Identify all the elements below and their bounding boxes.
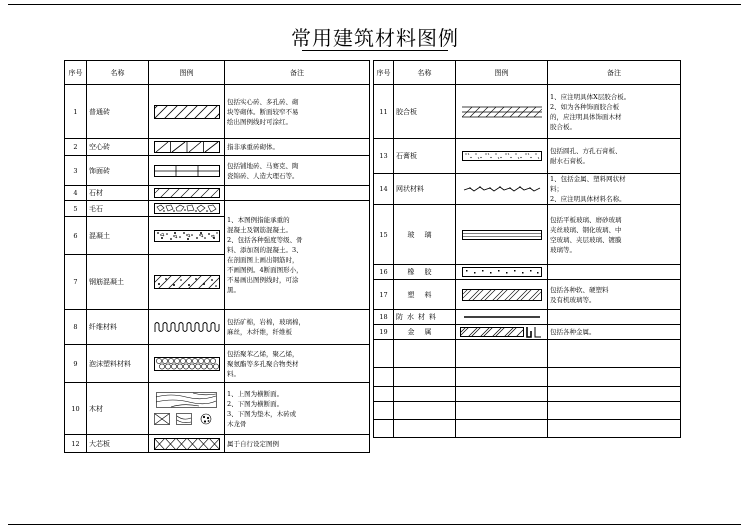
note-line: 1、上图为横断面。 bbox=[227, 389, 284, 398]
row-name: 橡胶 bbox=[394, 265, 456, 280]
wood-icon bbox=[149, 383, 225, 435]
plywood-icon bbox=[456, 85, 548, 139]
left-legend-table bbox=[64, 60, 370, 453]
row-num: 13 bbox=[374, 139, 394, 174]
frame-bottom-line bbox=[8, 524, 741, 525]
row-name: 塑料 bbox=[394, 280, 456, 310]
plastic-icon bbox=[456, 280, 548, 310]
table-row bbox=[65, 156, 370, 186]
header-icon: 图例 bbox=[456, 61, 548, 85]
note-line: 3、下图为垫木，木砖或 bbox=[227, 409, 297, 418]
row-note bbox=[548, 139, 681, 174]
table-row bbox=[65, 310, 370, 345]
row-name: 石材 bbox=[87, 186, 149, 201]
fiber-icon bbox=[149, 310, 225, 345]
row-note bbox=[225, 435, 370, 453]
row-note bbox=[225, 310, 370, 345]
table-row bbox=[374, 265, 681, 280]
row-num: 10 bbox=[65, 383, 87, 435]
row-note bbox=[548, 325, 681, 340]
frame-top-line bbox=[8, 4, 741, 5]
note-line: 胶合板。 bbox=[550, 122, 576, 131]
row-note bbox=[225, 85, 370, 139]
table-header-row bbox=[65, 61, 370, 85]
header-name: 名称 bbox=[394, 61, 456, 85]
note-line: 的，应注明具体饰面木材 bbox=[550, 112, 622, 121]
header-icon: 图例 bbox=[149, 61, 225, 85]
note-line: 麻丝，木纤维，纤维板 bbox=[227, 328, 292, 336]
row-num: 8 bbox=[65, 310, 87, 345]
table-row bbox=[374, 205, 681, 265]
table-row bbox=[65, 85, 370, 139]
empty-row bbox=[374, 402, 681, 420]
row-name: 毛石 bbox=[87, 201, 149, 217]
note-line: 料； bbox=[550, 185, 563, 193]
row-num: 9 bbox=[65, 345, 87, 383]
hollow-brick-icon bbox=[149, 139, 225, 156]
concrete-icon bbox=[149, 217, 225, 255]
note-line: 包括平板玻璃、磨砂玻璃 bbox=[550, 215, 622, 224]
table-row bbox=[374, 85, 681, 139]
note-line: 不画图例。4断面图形小， bbox=[227, 266, 303, 274]
row-name: 泡沫塑料材料 bbox=[87, 345, 149, 383]
table-row bbox=[374, 325, 681, 340]
note-line: 夹丝玻璃、钢化玻璃、中 bbox=[550, 225, 622, 234]
note-line: 耐水石膏板。 bbox=[550, 157, 589, 165]
row-note bbox=[225, 156, 370, 186]
row-name: 网状材料 bbox=[394, 174, 456, 205]
table-row bbox=[374, 174, 681, 205]
row-note bbox=[548, 174, 681, 205]
note-line: 瓷锦砖、人造大理石等。 bbox=[227, 171, 299, 180]
row-note bbox=[225, 383, 370, 435]
row-num: 14 bbox=[374, 174, 394, 205]
row-num: 12 bbox=[65, 435, 87, 453]
note-line: 1、本图例指能承重的 bbox=[227, 216, 290, 224]
gypsum-icon bbox=[456, 139, 548, 174]
note-line: 2、包括各种强度等级、骨 bbox=[227, 236, 303, 244]
row-name: 木材 bbox=[87, 383, 149, 435]
row-name: 防水材料 bbox=[394, 310, 456, 325]
row-num: 2 bbox=[65, 139, 87, 156]
note-line: 1、包括金属、塑料网状材 bbox=[550, 175, 626, 183]
row-num: 5 bbox=[65, 201, 87, 217]
row-num: 19 bbox=[374, 325, 394, 340]
note-line: 聚氨酯等多孔聚合物类材 bbox=[227, 359, 299, 368]
row-note bbox=[548, 280, 681, 310]
table-row bbox=[65, 139, 370, 156]
reinforced-concrete-icon bbox=[149, 255, 225, 310]
note-line: 料、添加剂的混凝土。3、 bbox=[227, 246, 303, 254]
row-note bbox=[225, 139, 370, 156]
note-line: 2、下图为横断面。 bbox=[227, 399, 284, 408]
mesh-icon bbox=[456, 174, 548, 205]
row-name: 混凝土 bbox=[87, 217, 149, 255]
glass-icon bbox=[456, 205, 548, 265]
table-row bbox=[374, 139, 681, 174]
row-num: 11 bbox=[374, 85, 394, 139]
table-header-row bbox=[374, 61, 681, 85]
row-note-empty bbox=[548, 310, 681, 325]
note-line: 块等砌体。断面较窄不易 bbox=[227, 107, 299, 116]
blockboard-icon bbox=[149, 435, 225, 453]
row-name: 玻璃 bbox=[394, 205, 456, 265]
title-underline bbox=[302, 50, 448, 51]
table-row bbox=[65, 201, 370, 217]
row-name: 空心砖 bbox=[87, 139, 149, 156]
table-row bbox=[65, 186, 370, 201]
row-num: 16 bbox=[374, 265, 394, 280]
row-name: 石膏板 bbox=[394, 139, 456, 174]
row-note bbox=[548, 205, 681, 265]
row-note bbox=[548, 85, 681, 139]
row-note bbox=[225, 345, 370, 383]
note-line: 绘出图例线时可涂红。 bbox=[227, 117, 292, 126]
page-title: 常用建筑材料图例 bbox=[291, 26, 459, 50]
waterproof-icon bbox=[456, 310, 548, 325]
header-num: 序号 bbox=[374, 61, 394, 85]
note-line: 2、应注明具体材料名称。 bbox=[550, 195, 626, 203]
note-line: 包括聚苯乙烯，聚乙烯， bbox=[227, 349, 299, 358]
note-line: 包括实心砖、多孔砖、砌 bbox=[227, 97, 299, 106]
note-line: 黑。 bbox=[227, 286, 240, 294]
header-note: 备注 bbox=[548, 61, 681, 85]
row-name: 大芯板 bbox=[87, 435, 149, 453]
table-row bbox=[374, 310, 681, 325]
header-num: 序号 bbox=[65, 61, 87, 85]
row-name: 钢筋混凝土 bbox=[87, 255, 149, 310]
rubber-icon bbox=[456, 265, 548, 280]
note-line: 包括矿棉，岩棉，玻璃棉， bbox=[227, 318, 305, 326]
row-num: 15 bbox=[374, 205, 394, 265]
table-row bbox=[374, 280, 681, 310]
row-num: 1 bbox=[65, 85, 87, 139]
header-note: 备注 bbox=[225, 61, 370, 85]
tile-icon bbox=[149, 156, 225, 186]
note-line: 不易画出图例线时，可涂 bbox=[227, 276, 299, 284]
header-name: 名称 bbox=[87, 61, 149, 85]
row-name: 金属 bbox=[394, 325, 456, 340]
stone-icon bbox=[149, 186, 225, 201]
row-num: 18 bbox=[374, 310, 394, 325]
concrete-note bbox=[225, 201, 370, 310]
brick-hatch-icon bbox=[149, 85, 225, 139]
empty-row bbox=[374, 368, 681, 387]
empty-row bbox=[374, 420, 681, 438]
note-line: 及有机玻璃等。 bbox=[550, 295, 596, 304]
row-note-empty bbox=[548, 265, 681, 280]
row-num: 7 bbox=[65, 255, 87, 310]
row-num: 3 bbox=[65, 156, 87, 186]
empty-row bbox=[374, 340, 681, 368]
note-line: 在剖面图上画出钢筋时， bbox=[227, 256, 299, 264]
note-line: 料。 bbox=[227, 369, 240, 378]
note-line: 指非承重砖砌体。 bbox=[227, 143, 279, 151]
note-line: 包括各种软、硬塑料 bbox=[550, 285, 609, 294]
table-row bbox=[65, 345, 370, 383]
row-num: 17 bbox=[374, 280, 394, 310]
right-legend-table bbox=[373, 60, 681, 438]
note-line: 包括各种金属。 bbox=[550, 328, 596, 336]
row-note-empty bbox=[225, 186, 370, 201]
note-line: 1、应注明具体X层胶合板。 bbox=[550, 92, 631, 101]
row-num: 6 bbox=[65, 217, 87, 255]
table-row bbox=[65, 383, 370, 435]
note-line: 属于自行设定图例 bbox=[227, 439, 279, 448]
row-num: 4 bbox=[65, 186, 87, 201]
foam-icon bbox=[149, 345, 225, 383]
row-name: 普通砖 bbox=[87, 85, 149, 139]
rubble-icon bbox=[149, 201, 225, 217]
empty-row bbox=[374, 387, 681, 402]
row-name: 胶合板 bbox=[394, 85, 456, 139]
note-line: 空玻璃、夹层玻璃、镀膜 bbox=[550, 235, 622, 244]
note-line: 玻璃等。 bbox=[550, 245, 576, 254]
note-line: 混凝土及钢筋混凝土。 bbox=[227, 226, 292, 234]
note-line: 2、如为各种饰面胶合板 bbox=[550, 102, 620, 111]
metal-icon bbox=[456, 325, 548, 340]
note-line: 包括铺地砖、马赛克、陶 bbox=[227, 161, 299, 170]
note-line: 木龙骨 bbox=[227, 419, 247, 428]
table-row bbox=[65, 435, 370, 453]
row-name: 纤维材料 bbox=[87, 310, 149, 345]
note-line: 包括圆孔、方孔石膏板、 bbox=[550, 147, 622, 155]
row-name: 饰面砖 bbox=[87, 156, 149, 186]
